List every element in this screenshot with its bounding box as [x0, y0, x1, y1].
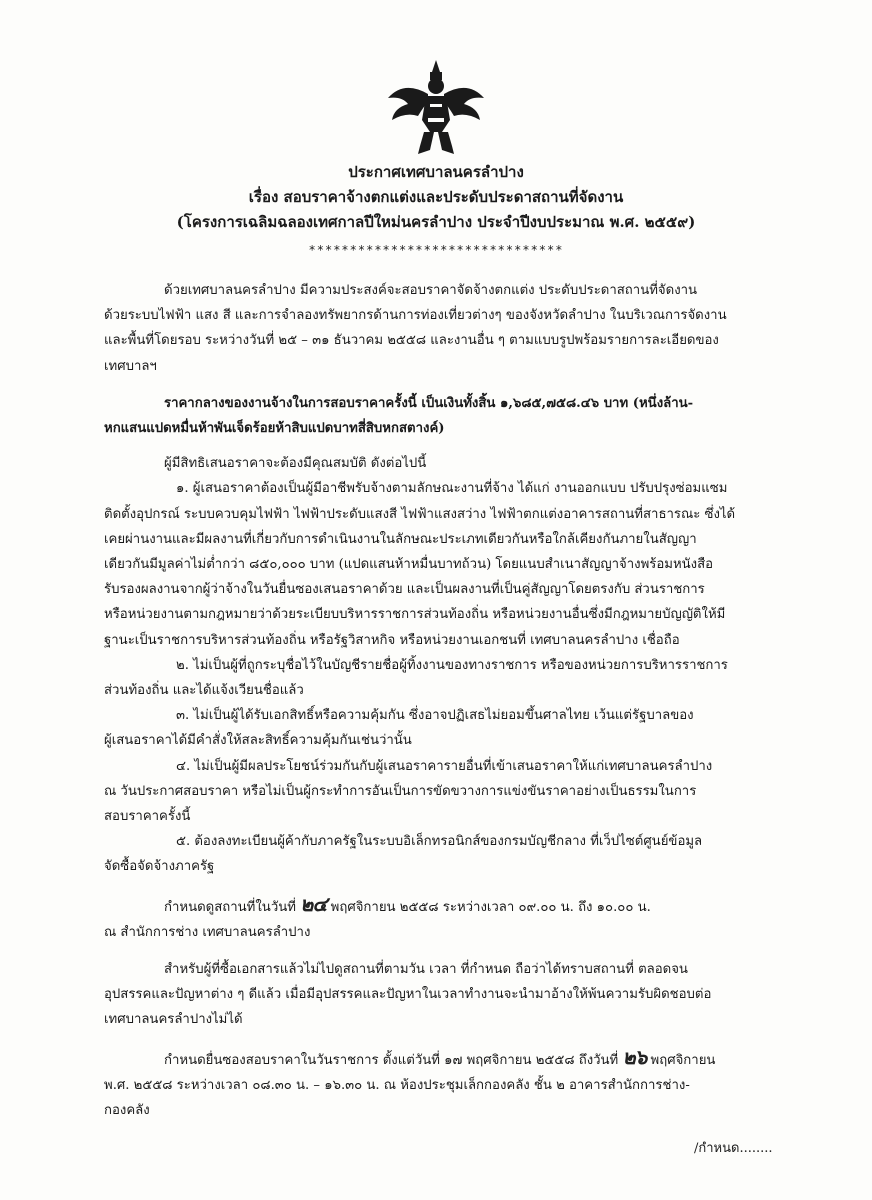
qualification-section [104, 451, 774, 879]
text-line: สอบราคาครั้งนี้ [104, 809, 191, 825]
submission-paragraph [104, 1045, 774, 1124]
site-visit-paragraph [104, 892, 774, 945]
announcement-title: ประกาศเทศบาลนครลำปาง [348, 163, 524, 181]
text-line: เคยผ่านงานและมีผลงานที่เกี่ยวกับการดำเนินงานในลักษณะประเภทเดียวกันหรือใกล้เคียงกันภายในสัญญา [104, 531, 697, 547]
text-line: ด้วยเทศบาลนครลำปาง มีความประสงค์จะสอบราคาจัดจ้างตกแต่ง ประดับประดาสถานที่จัดงาน [164, 283, 698, 298]
text-line: ๓. ไม่เป็นผู้ได้รับเอกสิทธิ์หรือความคุ้มกัน ซึ่งอาจปฏิเสธไม่ยอมขึ้นศาลไทย เว้นแต่รัฐบาลของ [176, 708, 694, 724]
text-line: ณ วันประกาศสอบราคา หรือไม่เป็นผู้กระทำการอันเป็นการขัดขวางการแข่งขันราคาอย่างเป็นธรรมในการ [104, 783, 697, 799]
text-line: กำหนดยื่นซองสอบราคาในวันราชการ ตั้งแต่วันที่ ๑๗ พฤศจิกายน ๒๕๕๘ ถึงวันที่ ๒๖ พฤศจิกายน [164, 1044, 716, 1069]
text-line: ราคากลางของงานจ้างในการสอบราคาครั้งนี้ เป็นเงินทั้งสิ้น ๑,๖๘๕,๗๕๘.๔๖ บาท (หนึ่งล้าน- [164, 395, 694, 411]
text-line: ฐานะเป็นราชการบริหารส่วนท้องถิ่น หรือรัฐวิสาหกิจ หรือหน่วยงานเอกชนที่ เทศบาลนครลำปาง เชื่อถือ [104, 632, 680, 648]
text-line: ๑. ผู้เสนอราคาต้องเป็นผู้มีอาชีพรับจ้างตามลักษณะงานที่จ้าง ได้แก่ งานออกแบบ ปรับปรุงซ่อมแซม [176, 481, 728, 497]
text-line: จัดซื้อจัดจ้างภาครัฐ [104, 859, 215, 875]
median-price-paragraph [104, 391, 774, 441]
garuda-emblem-icon [384, 58, 488, 158]
announcement-project: (โครงการเฉลิมฉลองเทศกาลปีใหม่นครลำปาง ประจำปีงบประมาณ พ.ศ. ๒๕๕๙) [176, 213, 696, 231]
document-header [0, 160, 872, 235]
text-line: ด้วยระบบไฟฟ้า แสง สี และการจำลองทรัพยากรด้านการท่องเที่ยวต่างๆ ของจังหวัดลำปาง ในบริเวณการจัดงาน [104, 308, 727, 324]
announcement-subject: เรื่อง สอบราคาจ้างตกแต่งและประดับประดาสถานที่จัดงาน [248, 188, 624, 206]
text-line: ๕. ต้องลงทะเบียนผู้ค้ากับภาครัฐในระบบอิเล็กทรอนิกส์ของกรมบัญชีกลาง ที่เว็ปไซต์ศูนย์ข้อมูล [176, 834, 703, 850]
header-separator: ******************************* [308, 243, 564, 257]
text-line: และพื้นที่โดยรอบ ระหว่างวันที่ ๒๕ – ๓๑ ธันวาคม ๒๕๕๘ และงานอื่น ๆ ตามแบบรูปพร้อมรายการละเอียดของ [104, 333, 719, 349]
text-line: ส่วนท้องถิ่น และได้แจ้งเวียนชื่อแล้ว [104, 683, 304, 699]
text-line: กำหนดดูสถานที่ในวันที่ ๒๔ พฤศจิกายน ๒๕๕๘ ระหว่างเวลา ๐๙.๐๐ น. ถึง ๑๐.๐๐ น. [164, 891, 651, 916]
text-line: ณ สำนักการช่าง เทศบาลนครลำปาง [104, 924, 311, 940]
document-body [104, 278, 774, 1123]
qualification-intro: ผู้มีสิทธิเสนอราคาจะต้องมีคุณสมบัติ ดังต่อไปนี้ [164, 456, 427, 472]
text-line: ๔. ไม่เป็นผู้มีผลประโยชน์ร่วมกันกับผู้เสนอราคารายอื่นที่เข้าเสนอราคาให้แก่เทศบาลนครลำปาง [176, 758, 713, 774]
text-line: กองคลัง [104, 1103, 150, 1119]
text-line: ผู้เสนอราคาได้มีคำสั่งให้สละสิทธิ์ความคุ้มกันเช่นว่านั้น [104, 733, 412, 749]
handwritten-date: ๒๖ [622, 1044, 647, 1069]
text-line: รับรองผลงานจากผู้ว่าจ้างในวันยื่นซองเสนอราคาด้วย และเป็นผลงานที่เป็นคู่สัญญาโดยตรงกับ ส่วนราชการ [104, 582, 705, 598]
absence-paragraph [104, 957, 774, 1033]
text-line: หรือหน่วยงานตามกฎหมายว่าด้วยระเบียบบริหารราชการส่วนท้องถิ่น หรือหน่วยงานอื่นซึ่งมีกฎหมายบัญญัติให้มี [104, 607, 726, 623]
text-line: ติดตั้งอุปกรณ์ ระบบควบคุมไฟฟ้า ไฟฟ้าประดับแสงสี ไฟฟ้าแสงสว่าง ไฟฟ้าตกแต่งอาคารสถานที่สาธารณะ ซึ่งได้ [104, 506, 736, 522]
handwritten-date: ๒๔ [300, 891, 327, 916]
text-line: สำหรับผู้ที่ซื้อเอกสารแล้วไม่ไปดูสถานที่ตามวัน เวลา ที่กำหนด ถือว่าได้ทราบสถานที่ ตลอดจน [164, 962, 688, 978]
text-line: ๒. ไม่เป็นผู้ที่ถูกระบุชื่อไว้ในบัญชีรายชื่อผู้ทิ้งงานของทางราชการ หรือของหน่วยการบริหารราชการ [176, 657, 728, 673]
text-line: เทศบาลฯ [104, 358, 157, 374]
text-line: เดียวกันมีมูลค่าไม่ต่ำกว่า ๘๕๐,๐๐๐ บาท (แปดแสนห้าหมื่นบาทถ้วน) โดยแนบสำเนาสัญญาจ้างพร้อมหนังสือ [104, 557, 714, 573]
intro-paragraph [104, 278, 774, 379]
text-line: หกแสนแปดหมื่นห้าพันเจ็ดร้อยห้าสิบแปดบาทสี่สิบหกสตางค์) [104, 421, 445, 437]
text-line: พ.ศ. ๒๕๕๘ ระหว่างเวลา ๐๘.๓๐ น. – ๑๖.๓๐ น. ณ ห้องประชุมเล็กกองคลัง ชั้น ๒ อาคารสำนักการช่าง- [104, 1077, 690, 1093]
text-line: อุปสรรคและปัญหาต่าง ๆ ดีแล้ว เมื่อมีอุปสรรคและปัญหาในเวลาทำงานจะนำมาอ้างให้พ้นความรับผิดชอบต่อ [104, 987, 712, 1003]
text-line: เทศบาลนครลำปางไม่ได้ [104, 1012, 243, 1028]
continuation-marker: /กำหนด........ [694, 1141, 773, 1156]
